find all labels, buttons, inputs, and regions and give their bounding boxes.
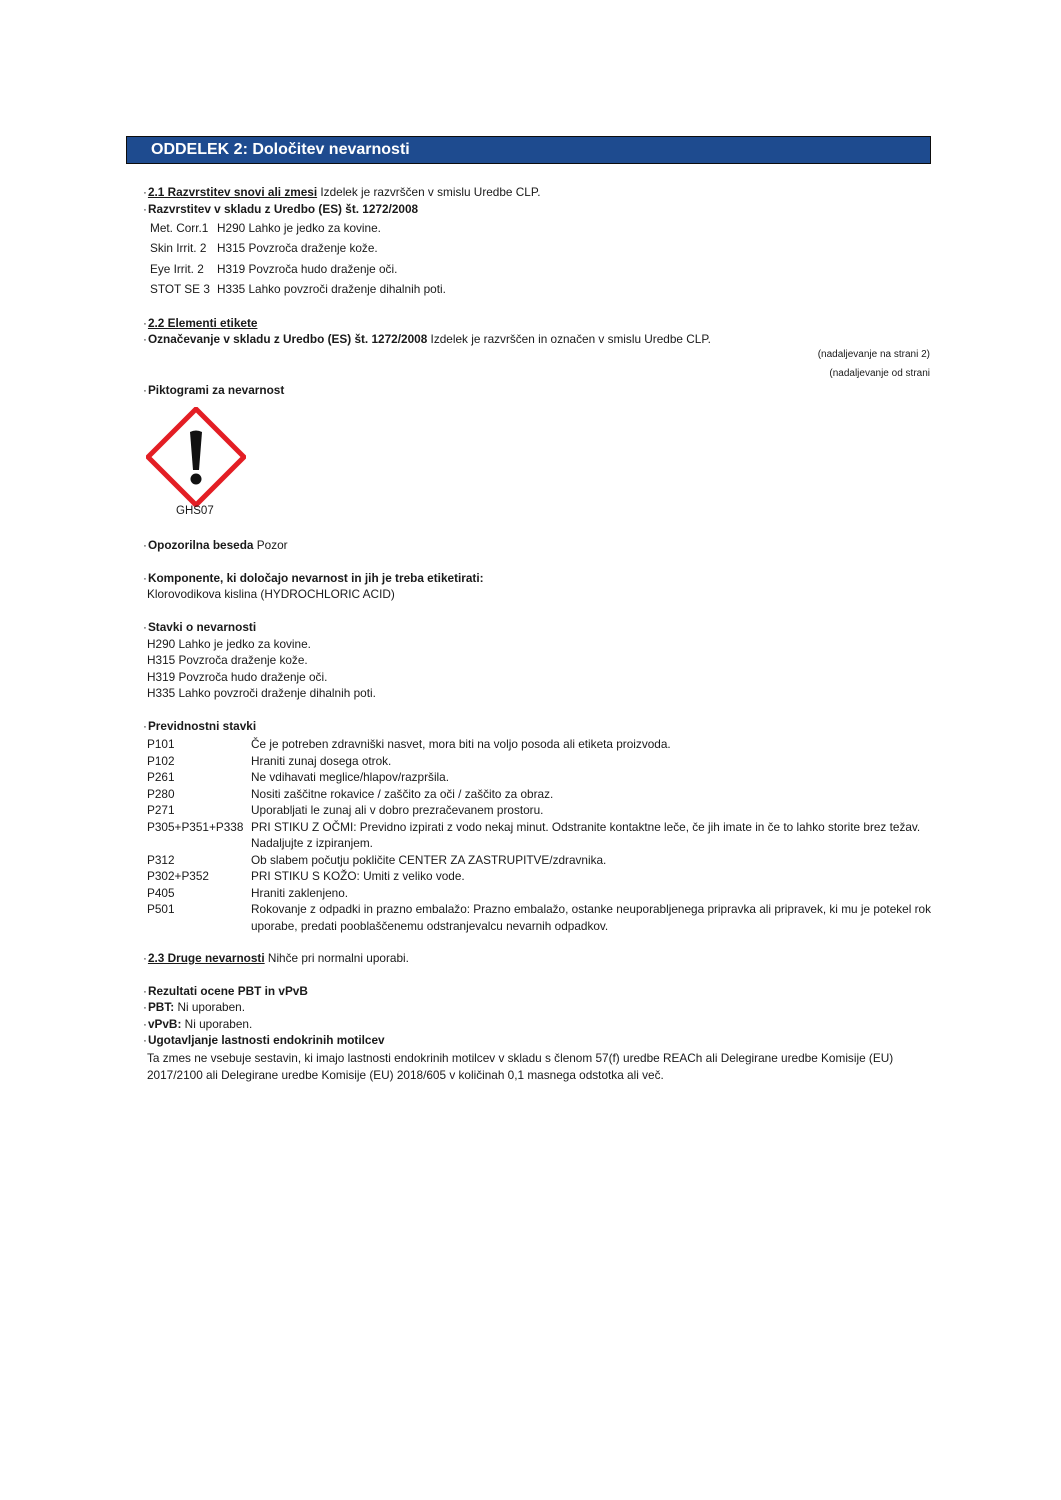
precaution-row bbox=[147, 819, 937, 852]
class-code: Eye Irrit. 2 bbox=[150, 261, 204, 276]
pictograms-heading-line: ·Piktogrami za nevarnost bbox=[143, 383, 285, 397]
s22-label-heading: Označevanje v skladu z Uredbo (ES) št. 1272/2008 bbox=[147, 332, 428, 346]
section-header bbox=[126, 136, 931, 164]
hazard-heading-line: ·Stavki o nevarnosti bbox=[143, 620, 257, 634]
class-code: Skin Irrit. 2 bbox=[150, 241, 207, 256]
s21-heading-text: Izdelek je razvrščen v smislu Uredbe CLP. bbox=[320, 185, 541, 199]
precaution-row bbox=[147, 885, 937, 902]
components-heading: Komponente, ki določajo nevarnost in jih je treba etiketirati: bbox=[147, 571, 484, 585]
precaution-row bbox=[147, 736, 937, 753]
s21-heading: 2.1 Razvrstitev snovi ali zmesi bbox=[147, 185, 318, 199]
classification-row bbox=[150, 221, 446, 241]
precaution-row bbox=[147, 901, 937, 934]
vpvb-value: Ni uporaben. bbox=[184, 1017, 253, 1031]
s22-label-text: Izdelek je razvrščen in označen v smislu Uredbe CLP. bbox=[430, 332, 711, 346]
s21-reg-heading: Razvrstitev v skladu z Uredbo (ES) št. 1272/2008 bbox=[147, 202, 419, 216]
pbt-label: PBT: bbox=[147, 1000, 175, 1014]
exclamation-mark-hazard-icon bbox=[146, 407, 246, 507]
class-text: H335 Lahko povzroči draženje dihalnih poti. bbox=[217, 281, 446, 296]
precaution-text: Rokovanje z odpadki in prazno embalažo: Prazno embalažo, ostanke neuporabljenega pripravka ali pripravek, ki mu je potekel rok uporabe, predati pooblaščenemu odstranjevalcu nevarnih odpadkov. bbox=[251, 902, 932, 933]
s23-heading-text: Nihče pri normalni uporabi. bbox=[267, 951, 409, 965]
precaution-text: PRI STIKU S KOŽO: Umiti z veliko vode. bbox=[251, 869, 465, 883]
precaution-heading-line: ·Previdnostni stavki bbox=[143, 719, 257, 733]
class-code: STOT SE 3 bbox=[150, 281, 210, 296]
precaution-text: Ob slabem počutju pokličite CENTER ZA ZASTRUPITVE/zdravnika. bbox=[251, 852, 607, 867]
precaution-heading: Previdnostni stavki bbox=[147, 719, 257, 733]
precaution-text: Nositi zaščitne rokavice / zaščito za oči / zaščito za obraz. bbox=[251, 786, 554, 801]
precaution-code: P261 bbox=[147, 770, 175, 784]
s23-heading: 2.3 Druge nevarnosti bbox=[147, 951, 265, 965]
class-text: H290 Lahko je jedko za kovine. bbox=[217, 221, 381, 235]
precaution-text: Uporabljati le zunaj ali v dobro prezračevanem prostoru. bbox=[251, 803, 544, 817]
precaution-text: Hraniti zunaj dosega otrok. bbox=[251, 753, 392, 768]
classification-row bbox=[150, 282, 446, 302]
precaution-code: P405 bbox=[147, 885, 175, 900]
endocrine-heading: Ugotavljanje lastnosti endokrinih motilcev bbox=[147, 1033, 385, 1047]
precaution-code: P280 bbox=[147, 786, 175, 801]
precaution-row bbox=[147, 802, 937, 819]
signal-word: Pozor bbox=[256, 538, 288, 552]
precaution-code: P271 bbox=[147, 803, 175, 817]
precaution-code: P102 bbox=[147, 753, 175, 768]
pbt-heading-line: ·Rezultati ocene PBT in vPvB bbox=[143, 984, 308, 998]
s22-heading: 2.2 Elementi etikete bbox=[147, 316, 258, 330]
precaution-row bbox=[147, 852, 937, 869]
hazard-statement: H335 Lahko povzroči draženje dihalnih poti. bbox=[147, 686, 376, 700]
section-title: ODDELEK 2: Določitev nevarnosti bbox=[151, 141, 410, 158]
s23-heading-line: ·2.3 Druge nevarnosti Nihče pri normalni uporabi. bbox=[143, 951, 409, 965]
hazard-heading: Stavki o nevarnosti bbox=[147, 620, 257, 634]
precaution-row bbox=[147, 769, 937, 786]
pbt-heading: Rezultati ocene PBT in vPvB bbox=[147, 984, 308, 998]
s22-label-line: ·Označevanje v skladu z Uredbo (ES) št. 1272/2008 Izdelek je razvrščen in označen v smislu Uredbe CLP. bbox=[143, 332, 711, 346]
precaution-code: P312 bbox=[147, 852, 175, 867]
pictograms-heading: Piktogrami za nevarnost bbox=[147, 383, 285, 397]
hazard-statement: H290 Lahko je jedko za kovine. bbox=[147, 637, 311, 651]
classification-table bbox=[150, 221, 446, 302]
precaution-text: Če je potreben zdravniški nasvet, mora biti na voljo posoda ali etiketa proizvoda. bbox=[251, 737, 671, 751]
pbt-line: ·PBT: Ni uporaben. bbox=[143, 1000, 245, 1014]
precaution-text: Hraniti zaklenjeno. bbox=[251, 885, 349, 900]
class-code: Met. Corr.1 bbox=[150, 221, 209, 235]
vpvb-line: ·vPvB: Ni uporaben. bbox=[143, 1017, 253, 1031]
precaution-code: P302+P352 bbox=[147, 869, 209, 883]
precaution-code: P501 bbox=[147, 902, 175, 916]
endocrine-heading-line: ·Ugotavljanje lastnosti endokrinih motilcev bbox=[143, 1033, 385, 1047]
components-text: Klorovodikova kislina (HYDROCHLORIC ACID) bbox=[147, 587, 395, 601]
hazard-statement: H319 Povzroča hudo draženje oči. bbox=[147, 670, 328, 684]
precaution-row bbox=[147, 868, 937, 885]
continued-from-page: (nadaljevanje od strani bbox=[829, 368, 930, 379]
endocrine-text: Ta zmes ne vsebuje sestavin, ki imajo lastnosti endokrinih motilcev v skladu s členom 57(f) uredbe REACh ali Delegirane uredbe Komisije (EU) 2017/2100 ali Delegirane uredbe Komisije (EU) 2018/605 v količinah 0,1 masnega odstotka ali več. bbox=[147, 1051, 894, 1082]
class-text: H315 Povzroča draženje kože. bbox=[217, 241, 378, 256]
s21-reg-line: ·Razvrstitev v skladu z Uredbo (ES) št. 1272/2008 bbox=[143, 202, 419, 216]
precaution-row bbox=[147, 753, 937, 770]
pbt-value: Ni uporaben. bbox=[177, 1000, 245, 1014]
precaution-row bbox=[147, 786, 937, 803]
vpvb-label: vPvB: bbox=[147, 1017, 182, 1031]
classification-row bbox=[150, 241, 446, 261]
precaution-text: Ne vdihavati meglice/hlapov/razpršila. bbox=[251, 770, 450, 784]
class-text: H319 Povzroča hudo draženje oči. bbox=[217, 261, 398, 276]
precaution-code: P305+P351+P338 bbox=[147, 819, 244, 834]
continued-next-page: (nadaljevanje na strani 2) bbox=[817, 349, 930, 360]
components-heading-line: ·Komponente, ki določajo nevarnost in jih je treba etiketirati: bbox=[143, 571, 484, 585]
s22-heading-line: ·2.2 Elementi etikete bbox=[143, 316, 258, 330]
precaution-list bbox=[147, 736, 937, 934]
signal-heading: Opozorilna beseda bbox=[147, 538, 254, 552]
precaution-text: PRI STIKU Z OČMI: Previdno izpirati z vodo nekaj minut. Odstranite kontaktne leče, če jih imate in če to lahko storite brez težav. Nadaljujte z izpiranjem. bbox=[251, 819, 921, 850]
s21-heading-line: ·2.1 Razvrstitev snovi ali zmesi Izdelek je razvrščen v smislu Uredbe CLP. bbox=[143, 185, 541, 199]
signal-word-line: ·Opozorilna beseda Pozor bbox=[143, 538, 288, 552]
classification-row bbox=[150, 262, 446, 282]
precaution-code: P101 bbox=[147, 737, 175, 751]
pictogram-code: GHS07 bbox=[176, 505, 214, 517]
hazard-statement: H315 Povzroča draženje kože. bbox=[147, 653, 308, 667]
